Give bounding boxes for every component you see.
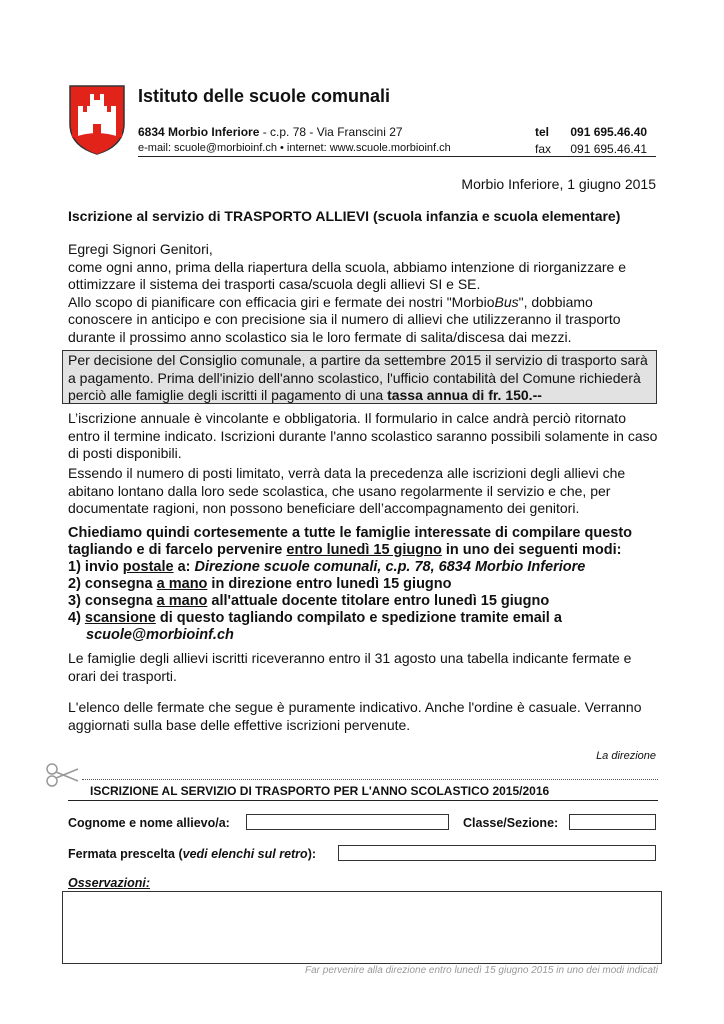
letter-subject: Iscrizione al servizio di TRASPORTO ALLIEVI (scuola infanzia e scuola elementare) — [68, 208, 621, 224]
method-hand-office: 2) consegna a mano in direzione entro lunedì 15 giugno — [68, 576, 452, 592]
intro-paragraph: Egregi Signori Genitori, come ogni anno, prima della riapertura della scuola, abbiamo intenzione di riorganizzare e ottimizzare il sistema dei trasporti casa/scuola degli allievi SI e SE. Allo scopo di pianificare con efficacia giri e fermate dei nostri "MorbioBus", dobbiamo conoscere in anticipo e con precisione sia il numero di allievi che utilizzeranno il trasporto durante il prossimo anno scolastico sia le loro fermate di salita/discesa dai mezzi. — [68, 241, 626, 345]
signature: La direzione — [596, 750, 656, 762]
student-name-label: Cognome e nome allievo/a: — [68, 816, 230, 830]
stop-label: Fermata prescelta (vedi elenchi sul retro): — [68, 847, 317, 861]
observations-label: Osservazioni: — [68, 876, 150, 890]
header-divider — [138, 156, 656, 157]
observations-field[interactable] — [62, 891, 662, 964]
scissors-icon — [45, 762, 79, 788]
timetable-paragraph: Le famiglie degli allievi iscritti riceveranno entro il 31 agosto una tabella indicante fermate e orari dei trasporti. — [68, 650, 632, 684]
priority-paragraph: Essendo il numero di posti limitato, verrà data la precedenza alle iscrizioni degli allievi che abitano lontano dalla loro sede scolastica, che usano regolarmente il servizio e che, per documentate ragioni, non possono beneficiare dell’accompagnamento dei genitori. — [68, 465, 626, 516]
submission-instructions: Chiediamo quindi cortesemente a tutte le famiglie interessate di compilare questo tagliando e di farcelo pervenire entro lunedì 15 giugno in uno dei seguenti modi: 1) invio postale a: Direzione scuole comunali, c.p. 78, 6834 Morbio Inferiore 2) consegna a mano in direzione entro lunedì 15 giugno 3) consegna a mano all'attuale docente titolare entro lunedì 15 giugno 4) scansione di questo tagliando compilato e spedizione tramite email a scuole@morbioinf.ch — [68, 525, 658, 644]
institute-title: Istituto delle scuole comunali — [138, 86, 391, 106]
method-email: 4) scansione di questo tagliando compilato e spedizione tramite email a — [68, 610, 562, 626]
fax: fax 091 695.46.41 — [535, 142, 648, 156]
footer-note: Far pervenire alla direzione entro lunedì 15 giugno 2015 in uno dei modi indicati — [304, 965, 658, 976]
binding-paragraph: L’iscrizione annuale è vincolante e obbligatoria. Il formulario in calce andrà perciò ritornato entro il termine indicato. Iscrizioni durante l'anno scolastico saranno possibili solamente in caso di posti disponibili. — [68, 410, 658, 461]
email-website-line: e-mail: scuole@morbioinf.ch • internet: www.scuole.morbioinf.ch — [138, 142, 451, 154]
letter-date: Morbio Inferiore, 1 giugno 2015 — [461, 176, 656, 192]
municipal-coat-of-arms — [68, 84, 126, 156]
method-postal: 1) invio postale a: Direzione scuole comunali, c.p. 78, 6834 Morbio Inferiore — [68, 559, 586, 575]
stop-field[interactable] — [338, 845, 656, 861]
method-hand-teacher: 3) consegna a mano all'attuale docente titolare entro lunedì 15 giugno — [68, 593, 550, 609]
form-divider — [68, 800, 658, 801]
class-label: Classe/Sezione: — [463, 816, 559, 830]
telephone: tel 091 695.46.40 — [535, 125, 648, 139]
postal-address: 6834 Morbio Inferiore - c.p. 78 - Via Franscini 27 — [138, 125, 403, 139]
contact-email: scuole@morbioinf.ch — [86, 627, 234, 643]
stops-paragraph: L'elenco delle fermate che segue è puramente indicativo. Anche l'ordine è casuale. Verranno aggiornati sulla base delle effettive iscrizioni pervenute. — [68, 699, 642, 733]
form-title: ISCRIZIONE AL SERVIZIO DI TRASPORTO PER L'ANNO SCOLASTICO 2015/2016 — [90, 784, 550, 798]
class-field[interactable] — [569, 814, 656, 830]
cut-line — [82, 779, 658, 780]
fee-notice-box: Per decisione del Consiglio comunale, a partire da settembre 2015 il servizio di trasporto sarà a pagamento. Prima dell'inizio dell'anno scolastico, l'ufficio contabilità del Comune richiederà perciò alle famiglie degli iscritti il pagamento di una tassa annua di fr. 150.-- — [62, 350, 657, 404]
student-name-field[interactable] — [246, 814, 449, 830]
